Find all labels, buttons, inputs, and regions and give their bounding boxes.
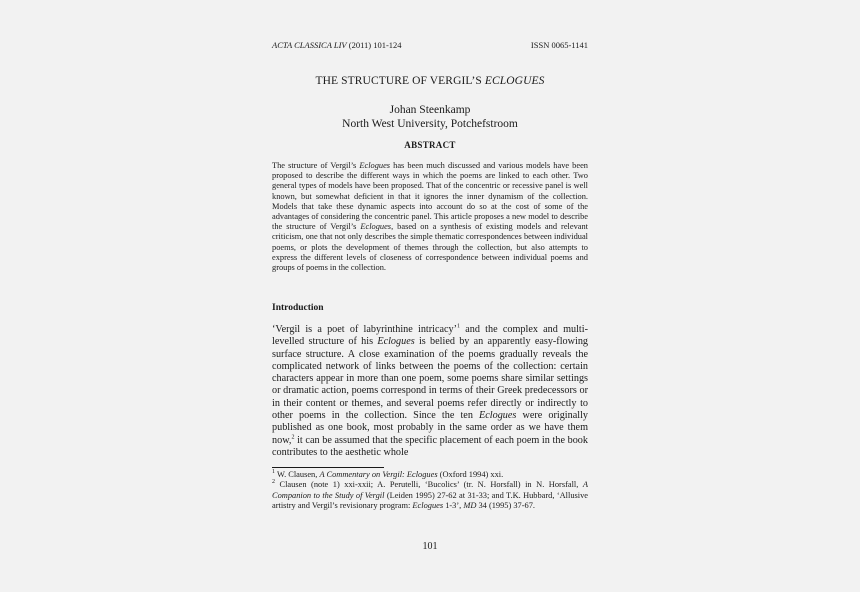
journal-citation: ACTA CLASSICA LIV (2011) 101-124 xyxy=(272,40,402,50)
page-number: 101 xyxy=(422,541,438,552)
article-title: THE STRUCTURE OF VERGIL’S ECLOGUES xyxy=(315,75,545,87)
author-affiliation: North West University, Potchefstroom xyxy=(342,118,518,130)
footnote-2: $^2$ Clausen (note 1) xxi-xxii; A. Perutelli, ‘Bucolics’ (tr. N. Horsfall) in N. Horsfall, A Companion to the Study of Vergil (Leiden 1995) 27-62 at 31-33; and T.K. Hubbard, ‘Allusive artistry and Vergil’s revisionary program: Eclogues 1-3’, MD 34 (1995) 37-67. xyxy=(272,479,588,511)
abstract-text: The structure of Vergil’s Eclogues has been much discussed and various models have been proposed to describe the different ways in which the poems are linked to each other. Two general types of models have been proposed. That of the concentric or recessive panel is well known, but somewhat deficient in that it ignores the inner dynamism of the collection. Models that take these dynamic aspects into account do so at the cost of some of the advantages of considering the concentric panel. This article proposes a new model to describe the structure of Vergil’s Eclogues, based on a synthesis of existing models and relevant criticism, one that not only describes the simple thematic correspondences between individual poems, or plots the development of themes through the collection, but also attempts to express the different levels of closeness of correspondence between individual poems and groups of poems in the collection. xyxy=(272,161,588,273)
footnote-1: $^1$ W. Clausen, A Commentary on Vergil: Eclogues (Oxford 1994) xxi. xyxy=(272,469,504,479)
footnote-ref-2: 2 xyxy=(291,434,295,441)
author-name: Johan Steenkamp xyxy=(389,104,471,116)
abstract-heading: ABSTRACT xyxy=(404,140,456,150)
issn: ISSN 0065-1141 xyxy=(530,40,588,50)
introduction-paragraph: ‘Vergil is a poet of labyrinthine intricacy’$^1$ and the complex and multi-levelled structure of his Eclogues is belied by an apparently easy-flowing surface structure. A close examination of the poems gradually reveals the complicated network of links between the poems of the collection: certain characters appear in more than one poem, some poems share similar settings or dramatic action, poems correspond in terms of their Greek predecessors or in their content or themes, and several poems refer directly or indirectly to other poems in the collection. Since the ten Eclogues were originally published as one book, most probably in the same order as we have them now,$^2$ it can be assumed that the specific placement of each poem in the book contributes to the aesthetic whole xyxy=(272,323,589,458)
footnotes xyxy=(272,470,588,512)
author-block xyxy=(272,103,588,131)
footnote-ref-1: 1 xyxy=(457,323,461,330)
introduction-heading: Introduction xyxy=(272,303,324,313)
footnote-divider xyxy=(272,467,384,468)
